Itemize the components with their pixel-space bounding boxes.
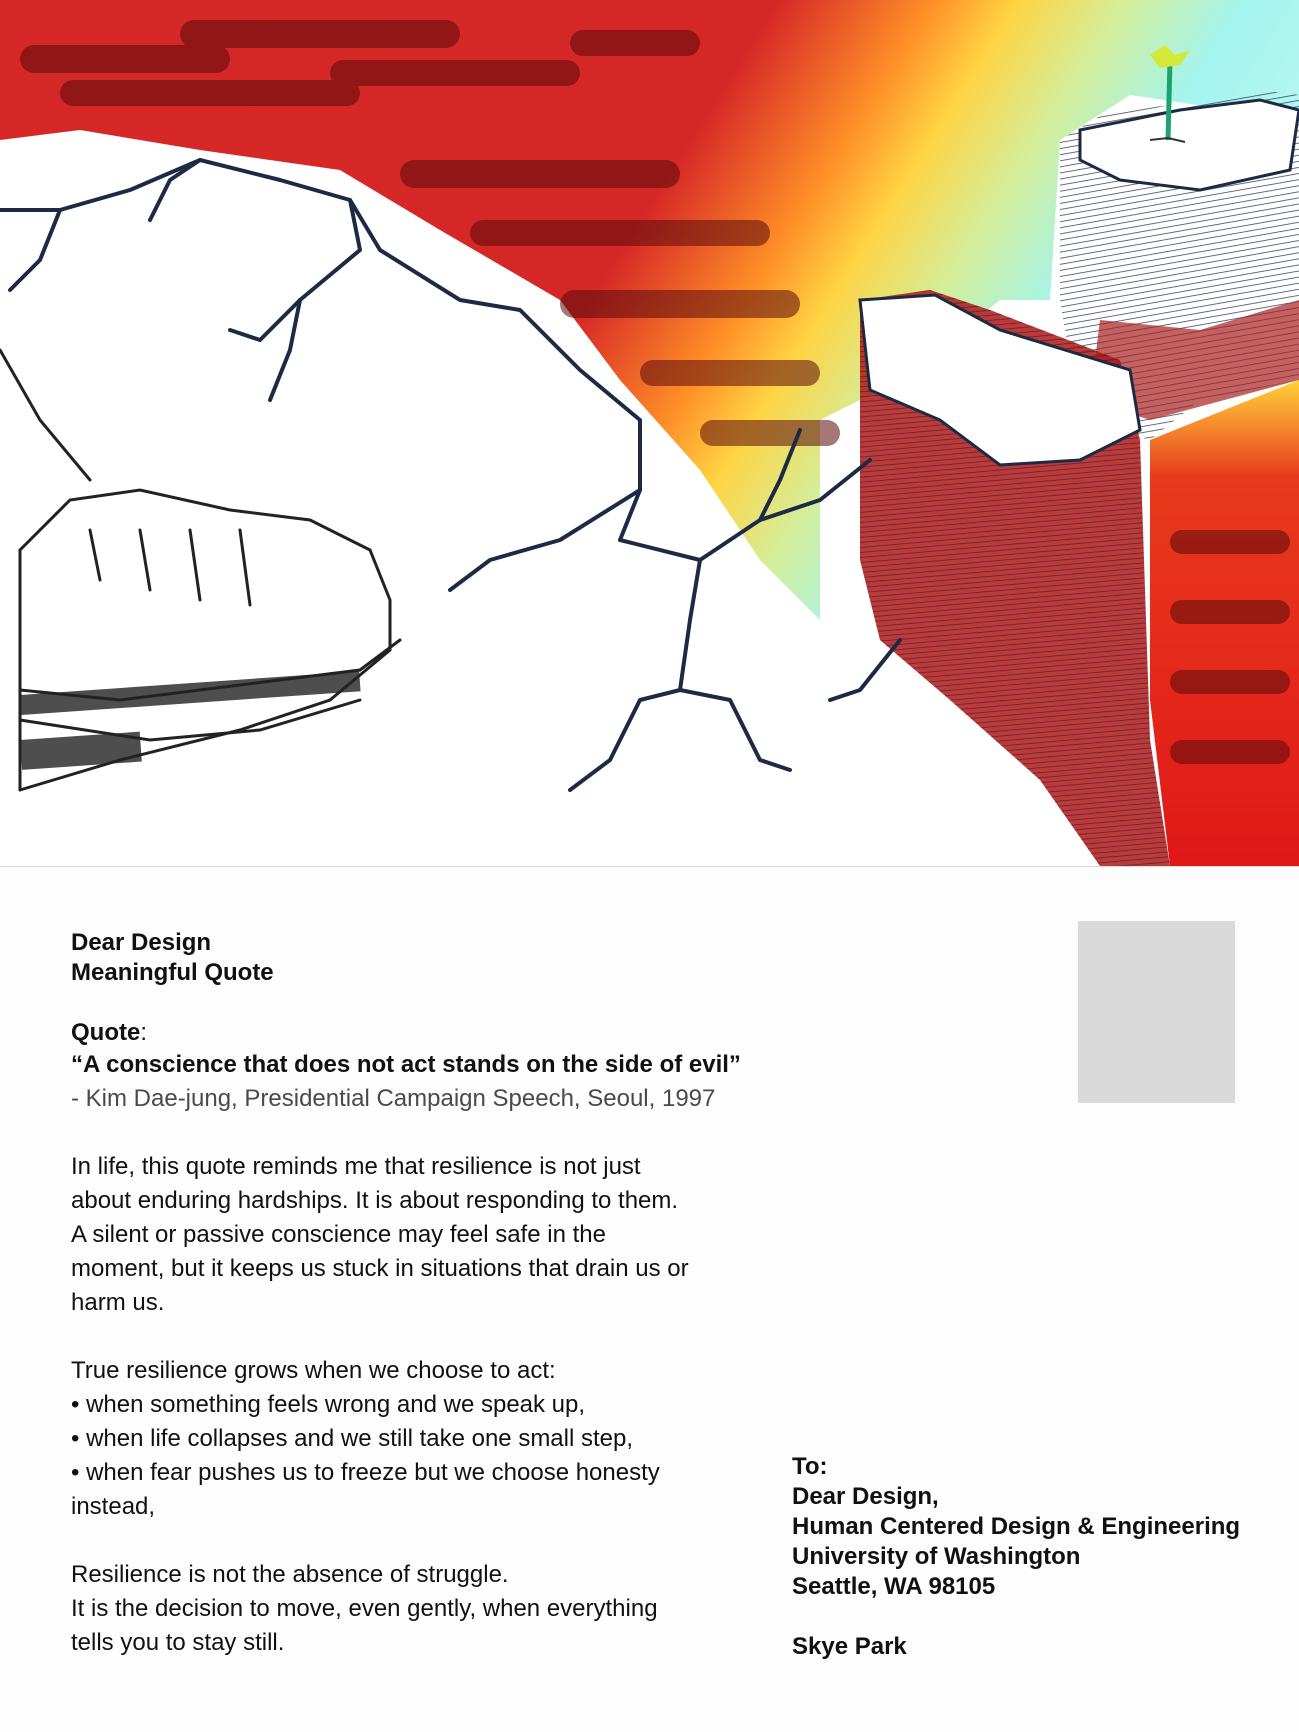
quote-text: “A conscience that does not act stands on the side of evil”	[71, 1051, 741, 1078]
address-line: Human Centered Design & Engineering	[792, 1513, 1241, 1540]
sender-name: Skye Park	[792, 1633, 907, 1660]
address-line: Dear Design,	[792, 1483, 939, 1510]
text-line: A silent or passive conscience may feel safe in the	[71, 1221, 606, 1248]
text-line: In life, this quote reminds me that resilience is not just	[71, 1153, 641, 1180]
text-line: moment, but it keeps us stuck in situations that drain us or	[71, 1255, 689, 1282]
paragraph-1	[71, 1150, 751, 1320]
text-line: instead,	[71, 1493, 156, 1520]
text-line: • when something feels wrong and we speak up,	[71, 1391, 586, 1418]
paragraph-3	[71, 1558, 751, 1660]
letter-header-2: Meaningful Quote	[71, 959, 274, 986]
text-line: True resilience grows when we choose to act:	[71, 1357, 556, 1384]
quote-attribution: - Kim Dae-jung, Presidential Campaign Speech, Seoul, 1997	[71, 1085, 716, 1112]
text-line: Resilience is not the absence of struggle.	[71, 1561, 509, 1588]
address-to-label: To:	[792, 1453, 828, 1480]
address-line: University of Washington	[792, 1543, 1081, 1570]
quote-label-row	[71, 1018, 751, 1048]
stamp-placeholder	[1078, 921, 1235, 1103]
text-line: harm us.	[71, 1289, 165, 1316]
text-line: It is the decision to move, even gently, when everything	[71, 1595, 658, 1622]
address-block	[792, 1452, 1262, 1662]
letter-header-1: Dear Design	[71, 929, 212, 956]
text-line: • when fear pushes us to freeze but we choose honesty	[71, 1459, 660, 1486]
quote-colon: :	[140, 1019, 147, 1046]
text-line: about enduring hardships. It is about responding to them.	[71, 1187, 679, 1214]
text-line: tells you to stay still.	[71, 1629, 285, 1656]
quote-label: Quote	[71, 1019, 141, 1046]
address-line: Seattle, WA 98105	[792, 1573, 996, 1600]
paragraph-2	[71, 1354, 751, 1524]
text-line: • when life collapses and we still take one small step,	[71, 1425, 634, 1452]
letter-body	[71, 928, 751, 1660]
